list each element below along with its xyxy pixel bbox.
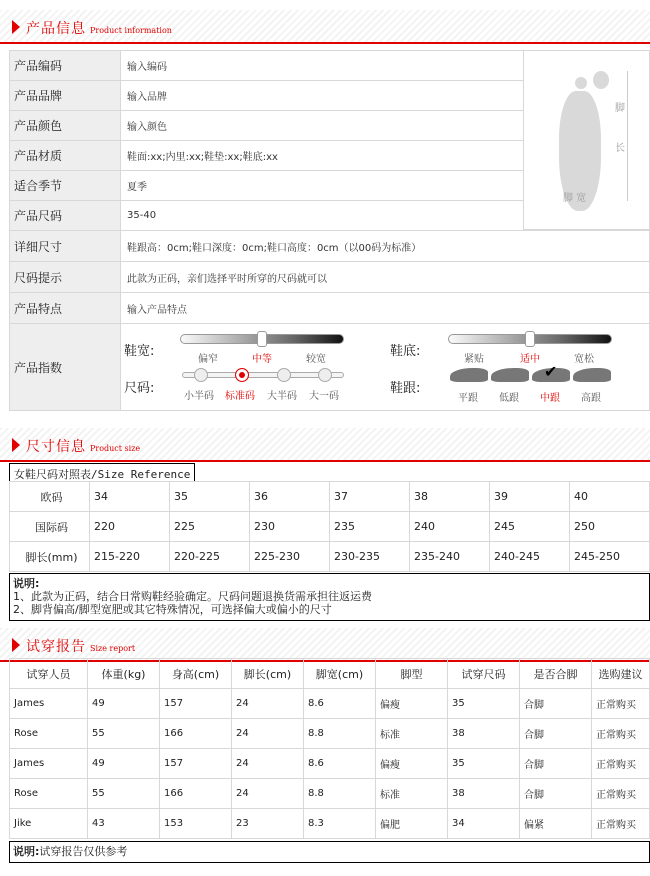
check-icon: ✔	[544, 362, 558, 381]
sole-knob	[525, 331, 535, 347]
heel-option: 低跟	[499, 393, 519, 404]
report-cell: 23	[232, 809, 304, 839]
report-cell: 正常购买	[592, 689, 650, 719]
note-line: 1、此款为正码，结合日常购鞋经验确定。尺码问题退换货需承担往返运费	[13, 590, 372, 603]
toe-icon	[575, 77, 587, 89]
width-option: 较宽	[306, 354, 326, 365]
triangle-icon	[12, 638, 20, 652]
size-label: 尺码:	[124, 381, 155, 396]
info-value: 鞋跟高：0cm;鞋口深度：0cm;鞋口高度：0cm（以00码为标准）	[121, 231, 650, 262]
note-title: 说明:	[13, 845, 40, 858]
size-dot	[277, 368, 291, 382]
report-cell: 8.3	[304, 809, 376, 839]
info-key: 产品颜色	[10, 111, 121, 141]
report-cell: 标准	[376, 779, 448, 809]
report-cell: 标准	[376, 719, 448, 749]
size-cell: 220-225	[170, 542, 250, 572]
note-title: 说明:	[13, 577, 40, 590]
info-value: 此款为正码，亲们选择平时所穿的尺码就可以	[121, 262, 650, 293]
heel-label: 鞋跟:	[390, 381, 421, 396]
info-value: 输入颜色	[121, 111, 524, 141]
size-key: 欧码	[10, 482, 90, 512]
info-key: 产品材质	[10, 141, 121, 171]
size-info-header	[0, 428, 650, 462]
width-option-selected: 中等	[252, 354, 272, 365]
table-row	[10, 749, 650, 779]
info-key: 产品指数	[10, 324, 121, 411]
report-cell: 166	[160, 719, 232, 749]
report-cell: 偏瘦	[376, 689, 448, 719]
info-key: 产品品牌	[10, 81, 121, 111]
width-knob	[257, 331, 267, 347]
report-header-cell: 体重(kg)	[88, 659, 160, 689]
info-value: 夏季	[121, 171, 524, 201]
report-cell: 38	[448, 719, 520, 749]
report-cell: 34	[448, 809, 520, 839]
report-header-cell: 试穿人员	[10, 659, 88, 689]
size-cell: 235-240	[410, 542, 490, 572]
report-cell: 35	[448, 689, 520, 719]
report-cell: Rose	[10, 719, 88, 749]
size-cell: 37	[330, 482, 410, 512]
report-table	[9, 658, 650, 839]
size-cell: 225	[170, 512, 250, 542]
report-note	[9, 841, 650, 863]
size-cell: 245-250	[570, 542, 650, 572]
heel-option: 平跟	[458, 393, 478, 404]
info-key: 适合季节	[10, 171, 121, 201]
size-cell: 225-230	[250, 542, 330, 572]
info-key: 产品尺码	[10, 201, 121, 231]
report-header-cell: 脚宽(cm)	[304, 659, 376, 689]
size-cell: 245	[490, 512, 570, 542]
report-cell: Jike	[10, 809, 88, 839]
size-dot	[318, 368, 332, 382]
section-title: 尺寸信息 Product size	[26, 439, 141, 455]
report-cell: 166	[160, 779, 232, 809]
sole-option: 紧贴	[464, 354, 484, 365]
report-header-cell: 身高(cm)	[160, 659, 232, 689]
size-report-header	[0, 628, 650, 662]
report-cell: 55	[88, 779, 160, 809]
toe-icon	[593, 71, 609, 89]
low-heel-shoe-icon	[491, 368, 529, 382]
report-cell: 153	[160, 809, 232, 839]
size-cell: 250	[570, 512, 650, 542]
size-cell: 40	[570, 482, 650, 512]
report-cell: 38	[448, 779, 520, 809]
report-cell: 正常购买	[592, 809, 650, 839]
size-option: 小半码	[184, 391, 214, 402]
info-value: 35-40	[121, 201, 524, 231]
heel-option: 高跟	[581, 393, 601, 404]
size-cell: 38	[410, 482, 490, 512]
report-cell: 合脚	[520, 779, 592, 809]
report-cell: 偏紧	[520, 809, 592, 839]
report-cell: 24	[232, 779, 304, 809]
info-value: 鞋面:xx;内里:xx;鞋垫:xx;鞋底:xx	[121, 141, 524, 171]
sole-option-selected: 适中	[520, 354, 540, 365]
size-option: 大一码	[309, 391, 339, 402]
info-value: 输入产品特点	[121, 293, 650, 324]
info-value: 输入编码	[121, 51, 524, 81]
size-key: 国际码	[10, 512, 90, 542]
table-row	[10, 779, 650, 809]
foot-length-label: 脚	[615, 103, 625, 114]
table-row	[10, 689, 650, 719]
report-cell: James	[10, 749, 88, 779]
heel-option-selected: 中跟	[540, 393, 560, 404]
size-note	[9, 573, 650, 621]
info-key: 产品特点	[10, 293, 121, 324]
report-cell: 正常购买	[592, 779, 650, 809]
size-dot-selected	[235, 368, 249, 382]
report-cell: 43	[88, 809, 160, 839]
report-cell: 合脚	[520, 689, 592, 719]
report-cell: 偏肥	[376, 809, 448, 839]
size-cell: 230	[250, 512, 330, 542]
sole-option: 宽松	[574, 354, 594, 365]
note-line: 试穿报告仅供参考	[39, 845, 128, 858]
report-cell: 合脚	[520, 749, 592, 779]
report-cell: 24	[232, 749, 304, 779]
size-cell: 235	[330, 512, 410, 542]
size-cell: 39	[490, 482, 570, 512]
size-cell: 240	[410, 512, 490, 542]
report-cell: 8.6	[304, 749, 376, 779]
width-option: 偏窄	[198, 354, 218, 365]
foot-length-label: 长	[615, 143, 625, 154]
size-option: 大半码	[267, 391, 297, 402]
size-reference-label: 女鞋尺码对照表/Size Reference	[9, 463, 195, 482]
report-header-cell: 试穿尺码	[448, 659, 520, 689]
report-cell: 24	[232, 719, 304, 749]
size-cell: 230-235	[330, 542, 410, 572]
info-value: 输入品牌	[121, 81, 524, 111]
note-line: 2、脚背偏高/脚型宽肥或其它特殊情况，可选择偏大或偏小的尺寸	[13, 603, 332, 616]
size-dot	[194, 368, 208, 382]
size-cell: 220	[90, 512, 170, 542]
report-header-cell: 脚型	[376, 659, 448, 689]
report-cell: James	[10, 689, 88, 719]
triangle-icon	[12, 20, 20, 34]
section-title: 试穿报告 Size report	[26, 639, 136, 655]
info-key: 尺码提示	[10, 262, 121, 293]
report-cell: 49	[88, 689, 160, 719]
size-cell: 34	[90, 482, 170, 512]
report-cell: 正常购买	[592, 719, 650, 749]
width-label: 鞋宽:	[124, 344, 155, 359]
foot-width-label: 脚 宽	[563, 193, 587, 204]
report-cell: 24	[232, 689, 304, 719]
info-key: 产品编码	[10, 51, 121, 81]
size-cell: 35	[170, 482, 250, 512]
size-key: 脚长(mm)	[10, 542, 90, 572]
size-table	[9, 481, 650, 572]
info-key: 详细尺寸	[10, 231, 121, 262]
report-cell: 157	[160, 689, 232, 719]
report-cell: 合脚	[520, 719, 592, 749]
size-cell: 215-220	[90, 542, 170, 572]
report-cell: 正常购买	[592, 749, 650, 779]
table-row	[10, 719, 650, 749]
report-cell: 49	[88, 749, 160, 779]
report-header-cell: 脚长(cm)	[232, 659, 304, 689]
report-cell: 35	[448, 749, 520, 779]
report-cell: Rose	[10, 779, 88, 809]
report-cell: 8.8	[304, 719, 376, 749]
section-title: 产品信息 Product information	[26, 21, 172, 37]
report-cell: 157	[160, 749, 232, 779]
triangle-icon	[12, 438, 20, 452]
size-cell: 240-245	[490, 542, 570, 572]
report-cell: 8.8	[304, 779, 376, 809]
table-row	[10, 809, 650, 839]
sole-label: 鞋底:	[390, 344, 421, 359]
foot-image	[523, 50, 650, 230]
size-cell: 36	[250, 482, 330, 512]
size-option-selected: 标准码	[225, 391, 255, 402]
report-header-cell: 选购建议	[592, 659, 650, 689]
product-info-header	[0, 10, 650, 44]
report-header-cell: 是否合脚	[520, 659, 592, 689]
report-cell: 偏瘦	[376, 749, 448, 779]
flat-shoe-icon	[450, 368, 488, 382]
high-heel-shoe-icon	[573, 368, 611, 382]
report-cell: 8.6	[304, 689, 376, 719]
report-cell: 55	[88, 719, 160, 749]
